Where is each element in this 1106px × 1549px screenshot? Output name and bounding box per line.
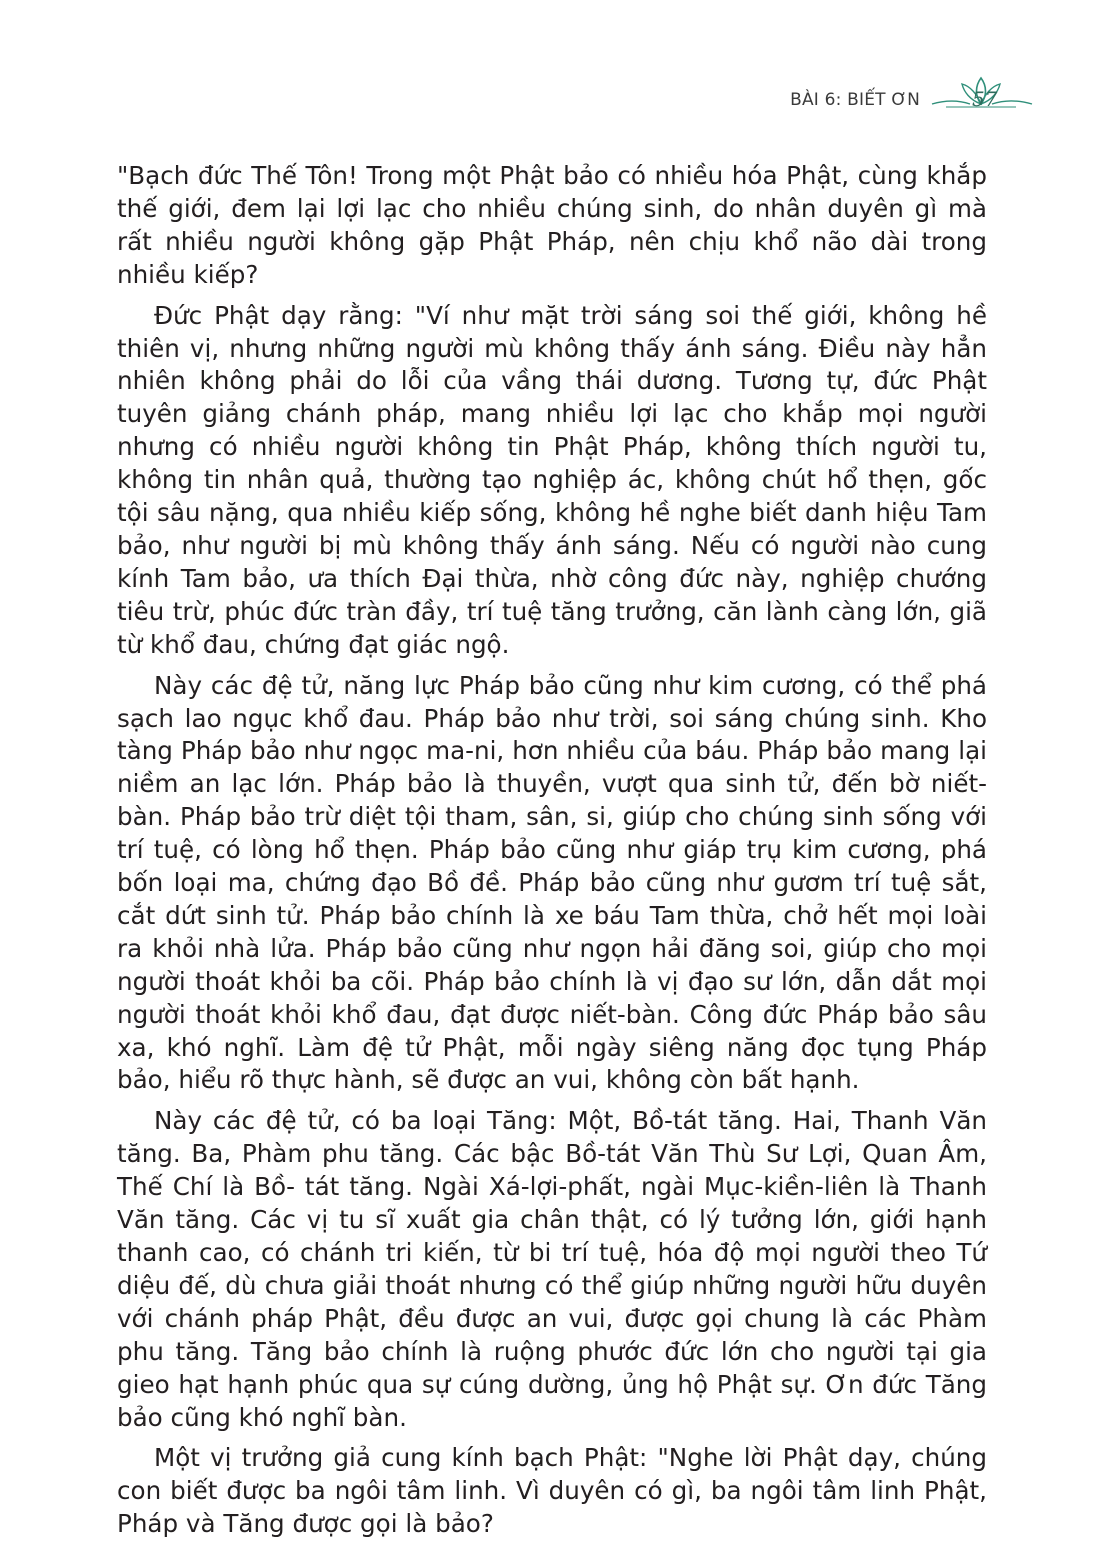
paragraph: "Bạch đức Thế Tôn! Trong một Phật bảo có nhiều hóa Phật, cùng khắp thế giới, đem lại lợi lạc cho nhiều chúng sinh, do nhân duyên gì mà rất nhiều người không gặp Phật Pháp, nên chịu khổ não dài trong nhiều kiếp?: [117, 161, 987, 289]
body-text: [117, 160, 987, 1549]
page-number-emblem: [926, 74, 1036, 114]
page-number: 57: [972, 87, 998, 111]
paragraph: Đức Phật dạy rằng: "Ví như mặt trời sáng soi thế giới, không hề thiên vị, nhưng những người mù không thấy ánh sáng. Điều này hẳn nhiên không phải do lỗi của vầng thái dương. Tương tự, đức Phật tuyên giảng chánh pháp, mang nhiều lợi lạc cho khắp mọi người nhưng có nhiều người không tin Phật Pháp, không thích người tu, không tin nhân quả, thường tạo nghiệp ác, không chút hổ thẹn, gốc tội sâu nặng, qua nhiều kiếp sống, không hề nghe biết danh hiệu Tam bảo, như người bị mù không thấy ánh sáng. Nếu có người nào cung kính Tam bảo, ưa thích Đại thừa, nhờ công đức này, nghiệp chướng tiêu trừ, phúc đức tràn đầy, trí tuệ tăng trưởng, căn lành càng lớn, giã từ khổ đau, chứng đạt giác ngộ.: [117, 300, 987, 659]
running-header: [790, 74, 1036, 114]
chapter-title: BÀI 6: BIẾT ƠN: [790, 90, 920, 110]
paragraph: Này các đệ tử, có ba loại Tăng: Một, Bồ-tát tăng. Hai, Thanh Văn tăng. Ba, Phàm phu tăng. Các bậc Bồ-tát Văn Thù Sư Lợi, Quan Âm, Thế Chí là Bồ- tát tăng. Ngài Xá-lợi-phất, ngài Mục-kiền-liên là Thanh Văn tăng. Các vị tu sĩ xuất gia chân thật, có lý tưởng lớn, giới hạnh thanh cao, có chánh tri kiến, từ bi trí tuệ, hóa độ mọi người theo Tứ diệu đế, dù chưa giải thoát nhưng có thể giúp những người hữu duyên với chánh pháp Phật, đều được an vui, được gọi chung là các Phàm phu tăng. Tăng bảo chính là ruộng phước đức lớn cho người tại gia gieo hạt hạnh phúc qua sự cúng dường, ủng hộ Phật sự. Ơn đức Tăng bảo cũng khó nghĩ bàn.: [117, 1106, 987, 1432]
paragraph: Này các đệ tử, năng lực Pháp bảo cũng như kim cương, có thể phá sạch lao ngục khổ đau. Pháp bảo như trời, soi sáng chúng sinh. Kho tàng Pháp bảo như ngọc ma-ni, hơn nhiều của báu. Pháp bảo mang lại niềm an lạc lớn. Pháp bảo là thuyền, vượt qua sinh tử, đến bờ niết-bàn. Pháp bảo trừ diệt tội tham, sân, si, giúp cho chúng sinh sống với trí tuệ, có lòng hổ thẹn. Pháp bảo cũng như giáp trụ kim cương, phá bốn loại ma, chứng đạo Bồ đề. Pháp bảo cũng như gươm trí tuệ sắt, cắt dứt sinh tử. Pháp bảo chính là xe báu Tam thừa, chở hết mọi loài ra khỏi nhà lửa. Pháp bảo cũng như ngọn hải đăng soi, giúp cho mọi người thoát khỏi ba cõi. Pháp bảo chính là vị đạo sư lớn, dẫn dắt mọi người thoát khỏi khổ đau, đạt được niết-bàn. Công đức Pháp bảo sâu xa, khó nghĩ. Làm đệ tử Phật, mỗi ngày siêng năng đọc tụng Pháp bảo, hiểu rõ thực hành, sẽ được an vui, không còn bất hạnh.: [117, 670, 987, 1095]
paragraph: Một vị trưởng giả cung kính bạch Phật: "Nghe lời Phật dạy, chúng con biết được ba ngôi tâm linh. Vì duyên có gì, ba ngôi tâm linh Phật, Pháp và Tăng được gọi là bảo?: [117, 1443, 987, 1539]
